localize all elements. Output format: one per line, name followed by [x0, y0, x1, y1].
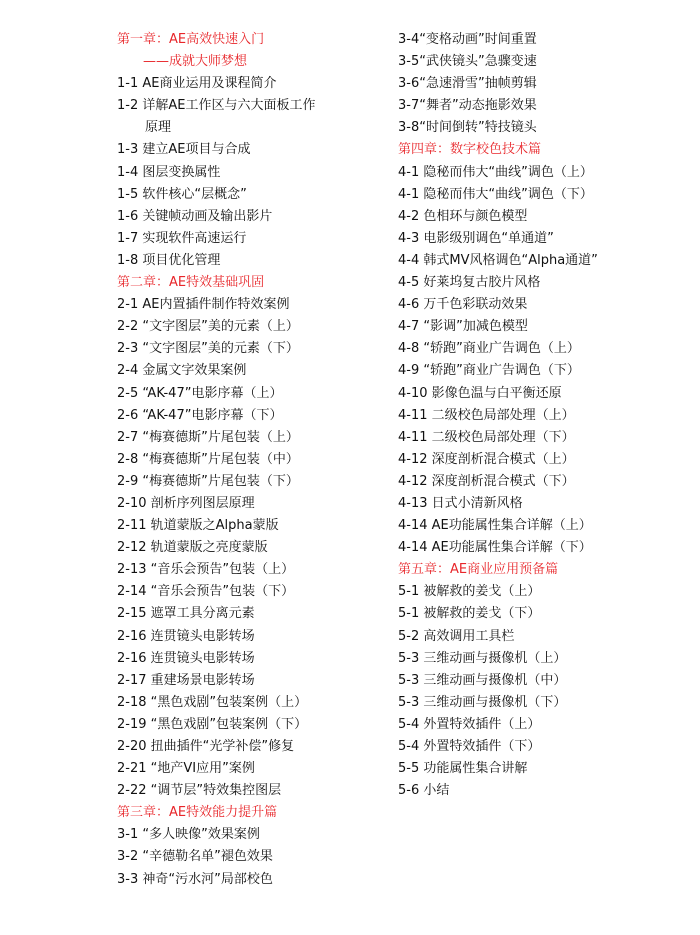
toc-entry: 1-2 详解AE工作区与六大面板工作 [117, 98, 316, 114]
toc-entry: 2-8 “梅赛德斯”片尾包装（中） [117, 451, 299, 467]
toc-entry: 2-16 连贯镜头电影转场 [117, 650, 255, 666]
toc-entry: 3-5“武侠镜头”急骤变速 [398, 54, 537, 70]
toc-entry: 4-10 影像色温与白平衡还原 [398, 385, 562, 401]
toc-entry: 2-21 “地产VI应用”案例 [117, 761, 255, 777]
toc-entry: 2-7 “梅赛德斯”片尾包装（上） [117, 429, 299, 445]
toc-entry: 1-8 项目优化管理 [117, 252, 221, 268]
toc-entry: 5-4 外置特效插件（下） [398, 739, 541, 754]
toc-entry: 4-1 隐秘而伟大“曲线”调色（下） [398, 186, 593, 202]
toc-entry: 2-15 遮罩工具分离元素 [117, 606, 255, 622]
chapter-subtitle: ——成就大师梦想 [143, 54, 248, 70]
toc-entry: 5-6 小结 [398, 783, 450, 799]
toc-entry: 5-2 高效调用工具栏 [398, 628, 515, 644]
toc-entry-continuation: 原理 [145, 120, 172, 136]
toc-entry: 4-12 深度剖析混合模式（下） [398, 473, 575, 489]
toc-entry: 2-9 “梅赛德斯”片尾包装（下） [117, 473, 299, 489]
toc-entry: 4-6 万千色彩联动效果 [398, 297, 528, 313]
chapter-heading: 第四章：数字校色技术篇 [398, 142, 542, 158]
toc-entry: 3-1 “多人映像”效果案例 [117, 827, 260, 843]
toc-entry: 1-4 图层变换属性 [117, 164, 221, 180]
toc-entry: 2-18 “黑色戏剧”包装案例（上） [117, 694, 308, 710]
toc-entry: 5-3 三维动画与摄像机（上） [398, 650, 567, 666]
toc-entry: 4-14 AE功能属性集合详解（下） [398, 540, 592, 556]
toc-entry: 3-3 神奇“污水河”局部校色 [117, 871, 273, 887]
toc-entry: 3-6“急速滑雪”抽帧剪辑 [398, 76, 537, 92]
toc-entry: 4-1 隐秘而伟大“曲线”调色（上） [398, 164, 593, 180]
toc-entry: 2-12 轨道蒙版之亮度蒙版 [117, 540, 268, 556]
chapter-heading: 第三章：AE特效能力提升篇 [117, 805, 278, 821]
toc-entry: 1-6 关键帧动画及输出影片 [117, 208, 273, 224]
toc-entry: 2-1 AE内置插件制作特效案例 [117, 297, 290, 313]
toc-entry: 3-4“变格动画”时间重置 [398, 32, 537, 47]
toc-entry: 2-22 “调节层”特效集控图层 [117, 783, 282, 799]
toc-entry: 4-9 “轿跑”商业广告调色（下） [398, 363, 580, 379]
toc-entry: 2-20 扭曲插件“光学补偿”修复 [117, 739, 295, 754]
toc-entry: 1-3 建立AE项目与合成 [117, 142, 251, 158]
toc-entry: 1-7 实现软件高速运行 [117, 230, 247, 246]
toc-entry: 5-3 三维动画与摄像机（中） [398, 672, 567, 688]
toc-entry: 4-12 深度剖析混合模式（上） [398, 451, 575, 467]
toc-entry: 2-3 “文字图层”美的元素（下） [117, 341, 299, 357]
toc-entry: 4-14 AE功能属性集合详解（上） [398, 518, 592, 534]
toc-entry: 4-5 好莱坞复古胶片风格 [398, 275, 541, 291]
toc-entry: 2-5 “AK-47”电影序幕（上） [117, 385, 283, 401]
toc-entry: 2-10 剖析序列图层原理 [117, 495, 255, 511]
toc-entry: 4-11 二级校色局部处理（上） [398, 407, 575, 423]
toc-entry: 5-5 功能属性集合讲解 [398, 761, 528, 777]
toc-entry: 2-4 金属文字效果案例 [117, 363, 247, 379]
toc-entry: 3-7“舞者”动态拖影效果 [398, 98, 537, 114]
toc-entry: 4-13 日式小清新风格 [398, 495, 523, 511]
toc-entry: 2-19 “黑色戏剧”包装案例（下） [117, 716, 308, 732]
chapter-heading: 第二章：AE特效基础巩固 [117, 275, 265, 291]
toc-left-column [117, 29, 315, 891]
toc-entry: 5-3 三维动画与摄像机（下） [398, 694, 567, 710]
toc-entry: 4-2 色相环与颜色模型 [398, 208, 528, 224]
toc-entry: 3-2 “辛德勒名单”褪色效果 [117, 849, 273, 865]
toc-entry: 5-1 被解救的姜戈（下） [398, 606, 541, 622]
toc-entry: 2-14 “音乐会预告”包装（下） [117, 584, 295, 600]
toc-entry: 4-7 “影调”加减色模型 [398, 319, 528, 335]
toc-entry: 4-8 “轿跑”商业广告调色（上） [398, 341, 580, 357]
toc-entry: 4-3 电影级别调色“单通道” [398, 230, 554, 246]
chapter-heading: 第五章：AE商业应用预备篇 [398, 562, 559, 578]
toc-entry: 4-4 韩式MV风格调色“Alpha通道” [398, 252, 598, 268]
toc-entry: 2-16 连贯镜头电影转场 [117, 628, 255, 644]
chapter-heading: 第一章：AE高效快速入门 [117, 32, 265, 47]
toc-entry: 5-4 外置特效插件（上） [398, 716, 541, 732]
toc-entry: 5-1 被解救的姜戈（上） [398, 584, 541, 600]
toc-entry: 1-5 软件核心“层概念” [117, 186, 247, 202]
toc-entry: 2-11 轨道蒙版之Alpha蒙版 [117, 518, 279, 534]
toc-entry: 3-8“时间倒转”特技镜头 [398, 120, 537, 136]
toc-entry: 4-11 二级校色局部处理（下） [398, 429, 575, 445]
toc-entry: 2-2 “文字图层”美的元素（上） [117, 319, 299, 335]
toc-entry: 2-17 重建场景电影转场 [117, 672, 255, 688]
toc-entry: 2-6 “AK-47”电影序幕（下） [117, 407, 283, 423]
toc-entry: 2-13 “音乐会预告”包装（上） [117, 562, 295, 578]
toc-right-column [398, 29, 598, 802]
toc-entry: 1-1 AE商业运用及课程简介 [117, 76, 277, 92]
